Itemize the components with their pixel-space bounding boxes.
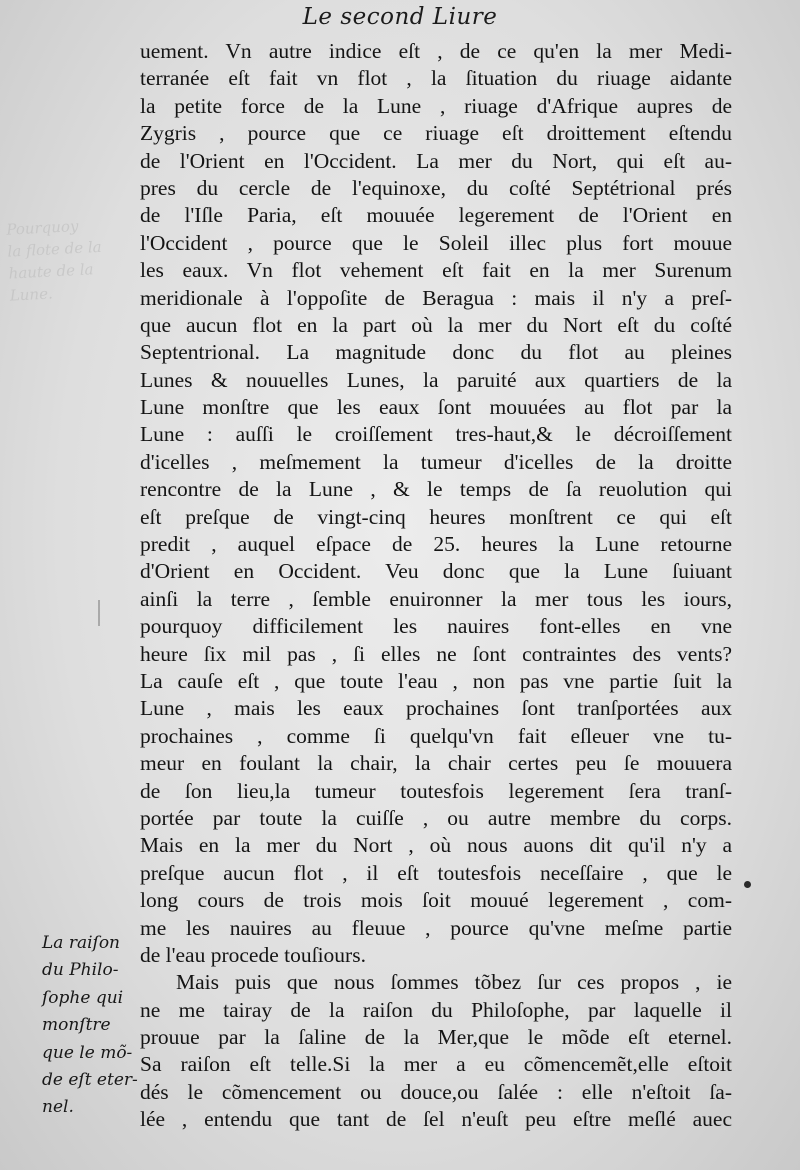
text-line: les eaux. Vn flot vehement eſt fait en la mer Surenum bbox=[140, 258, 732, 283]
paper-blemish bbox=[98, 600, 100, 626]
text-line: ne me tairay de la raiſon du Philoſophe, par laquelle il bbox=[140, 997, 732, 1022]
text-line: de l'Orient en l'Occident. La mer du Nort, qui eſt au- bbox=[140, 148, 732, 173]
text-line: Zygris , pource que ce riuage eſt droittement eſtendu bbox=[140, 121, 732, 146]
text-line: la petite force de la Lune , riuage d'Afrique aupres de bbox=[140, 93, 732, 118]
text-line: Lune monſtre que les eaux ſont mouuées au flot par la bbox=[140, 395, 732, 420]
margin-note-line: nel. bbox=[42, 1097, 74, 1118]
text-line: portée par toute la cuiſſe , ou autre membre du corps. bbox=[140, 805, 732, 830]
text-line: meridionale à l'oppoſite de Beragua : mais il n'y a preſ- bbox=[140, 285, 732, 310]
text-line: d'Orient en Occident. Veu donc que la Lune ſuiuant bbox=[140, 559, 732, 584]
text-line: de l'Iſle Paria, eſt mouuée legerement de l'Orient en bbox=[140, 203, 732, 228]
marginal-note bbox=[42, 930, 142, 1122]
text-line: eſt preſque de vingt-cinq heures monſtrent ce qui eſt bbox=[140, 504, 732, 529]
text-line: de ſon lieu,la tumeur toutesfois legerement ſera tranſ- bbox=[140, 778, 732, 803]
text-line: preſque aucun flot , il eſt toutesfois neceſſaire , que le bbox=[140, 860, 732, 885]
margin-note-line: du Philo- bbox=[42, 960, 119, 981]
margin-note-line: La raiſon bbox=[42, 933, 121, 953]
paragraph-end-line: de l'eau procede touſiours. bbox=[140, 942, 366, 967]
text-line: Lune : auſſi le croiſſement tres-haut,& le décroiſſement bbox=[140, 422, 732, 447]
text-line: que aucun flot en la part où la mer du Nort eſt du coſté bbox=[140, 312, 732, 337]
running-head: Le second Liure bbox=[302, 4, 498, 30]
text-line: ainſi la terre , ſemble enuironner la mer tous les iours, bbox=[140, 586, 732, 611]
text-line: terranée eſt fait vn flot , la ſituation du riuage aidante bbox=[140, 66, 732, 91]
text-line: pres du cercle de l'equinoxe, du coſté Septétrional prés bbox=[140, 175, 732, 200]
margin-note-line: monſtre bbox=[42, 1015, 111, 1036]
text-line: prochaines , comme ſi quelqu'vn fait eſleuer vne tu- bbox=[140, 723, 732, 748]
paragraph-start-line: Mais puis que nous ſommes tõbez ſur ces propos , ie bbox=[176, 970, 732, 995]
ghost-line: Pourquoy bbox=[5, 216, 79, 239]
text-line: predit , auquel eſpace de 25. heures la Lune retourne bbox=[140, 532, 732, 557]
text-line: dés le cõmencement ou douce,ou ſalée : elle n'eſtoit ſa- bbox=[140, 1079, 732, 1104]
text-line: Lune , mais les eaux prochaines ſont tranſportées aux bbox=[140, 696, 732, 721]
show-through-text bbox=[6, 211, 150, 306]
text-line: d'icelles , meſmement la tumeur d'icelles de la droitte bbox=[140, 449, 732, 474]
margin-note-line: que le mõ- bbox=[42, 1042, 133, 1063]
text-line: long cours de trois mois ſoit mouué legerement , com- bbox=[140, 888, 732, 913]
text-line: prouue par la ſaline de la Mer,que le mõde eſt eternel. bbox=[140, 1025, 732, 1050]
text-line: uement. Vn autre indice eſt , de ce qu'en la mer Medi- bbox=[140, 39, 732, 63]
text-line: Septentrional. La magnitude donc du flot au pleines bbox=[140, 340, 732, 365]
ghost-line: Lune. bbox=[9, 284, 54, 305]
text-line: Sa raiſon eſt telle.Si la mer a eu cõmencemẽt,elle eſtoit bbox=[140, 1052, 732, 1077]
ghost-line: haute de la bbox=[8, 260, 94, 283]
text-line: Lunes & nouuelles Lunes, la paruité aux quartiers de la bbox=[140, 367, 732, 392]
text-line: pourquoy difficilement les nauires font-elles en vne bbox=[140, 614, 732, 639]
ink-speck bbox=[744, 881, 751, 888]
text-line: heure ſix mil pas , ſi elles ne ſont contraintes des vents? bbox=[140, 641, 732, 666]
text-line: lée , entendu que tant de ſel n'euſt peu eſtre meſlé auec bbox=[140, 1107, 732, 1132]
text-line: meur en foulant la chair, la chair certes peu ſe mouuera bbox=[140, 751, 732, 776]
text-line: rencontre de la Lune , & le temps de ſa reuolution qui bbox=[140, 477, 732, 502]
text-line: La cauſe eſt , que toute l'eau , non pas vne partie ſuit la bbox=[140, 668, 732, 693]
text-line: Mais en la mer du Nort , où nous auons dit qu'il n'y a bbox=[140, 833, 732, 858]
ghost-line: la flote de la bbox=[7, 237, 103, 261]
text-line: me les nauires au fleuue , pource qu'vne meſme partie bbox=[140, 915, 732, 940]
text-line: l'Occident , pource que le Soleil illec plus fort mouue bbox=[140, 230, 732, 255]
margin-note-line: de eſt eter- bbox=[42, 1069, 138, 1090]
margin-note-line: ſophe qui bbox=[42, 987, 124, 1008]
main-text-block bbox=[140, 38, 732, 1134]
